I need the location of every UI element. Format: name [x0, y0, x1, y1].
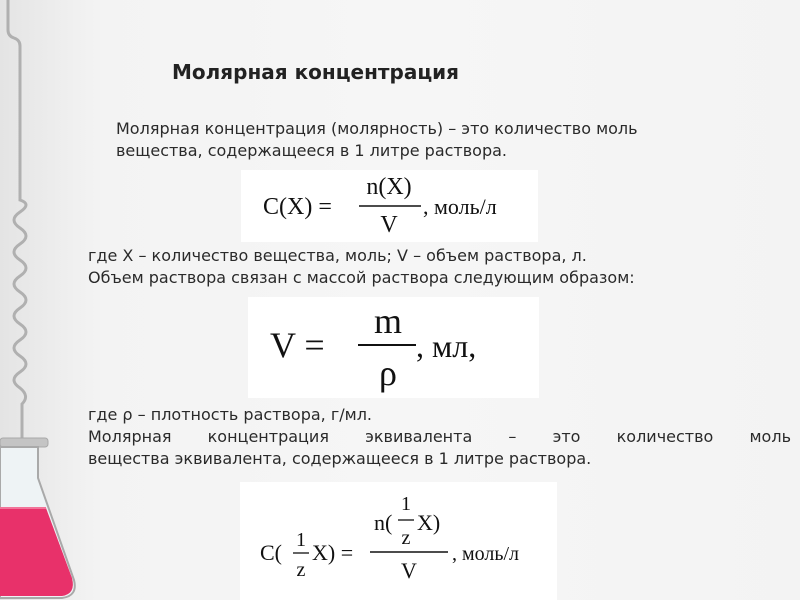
formula3-lhs-one: 1: [296, 529, 306, 551]
formula3-lhs-c: C(: [260, 540, 282, 565]
flask-illustration: [0, 0, 90, 600]
formula3-num-x: X): [417, 510, 441, 535]
formula3-num-z: z: [401, 527, 411, 549]
formula3-unit: , моль/л: [452, 543, 520, 565]
formula-volume-unit: , мл,: [416, 328, 477, 364]
formula-equivalent-concentration: [240, 482, 557, 600]
formula3-num-n: n(: [374, 510, 393, 535]
volume-explanation-line2: Объем раствора связан с массой раствора следующим образом:: [88, 268, 635, 287]
definition-molarity: [116, 118, 776, 162]
formula-volume: [248, 297, 539, 398]
equivalent-definition-line1: Молярная концентрация эквивалента – это количество моль: [88, 427, 791, 446]
formula-volume-lhs: V =: [270, 325, 325, 365]
formula3-lhs-z: z: [296, 559, 306, 581]
formula-molarity: [241, 170, 538, 242]
equivalent-definition-line2: вещества эквивалента, содержащееся в 1 литре раствора.: [88, 449, 592, 468]
density-line: где ρ – плотность раствора, г/мл.: [88, 405, 373, 424]
formula3-denominator: V: [401, 558, 417, 583]
formula-volume-numerator: m: [373, 301, 403, 341]
formula-volume-denominator: ρ: [379, 353, 397, 393]
definition-molarity-line2: вещества, содержащееся в 1 литре раствора.: [116, 141, 507, 160]
formula3-num-one: 1: [401, 493, 411, 515]
formula-molarity-numerator: n(X): [366, 174, 412, 200]
density-and-equivalent-definition: [88, 404, 791, 470]
formula3-lhs-x: X) =: [312, 540, 354, 565]
volume-explanation: [88, 245, 788, 289]
formula-molarity-unit: , моль/л: [423, 194, 497, 219]
volume-explanation-line1: где Х – количество вещества, моль; V – объем раствора, л.: [88, 246, 587, 265]
definition-molarity-line1: Молярная концентрация (молярность) – это количество моль: [116, 119, 638, 138]
formula-molarity-lhs: C(X) =: [263, 194, 332, 220]
page-title: Молярная концентрация: [172, 60, 459, 84]
formula-molarity-denominator: V: [380, 212, 398, 238]
